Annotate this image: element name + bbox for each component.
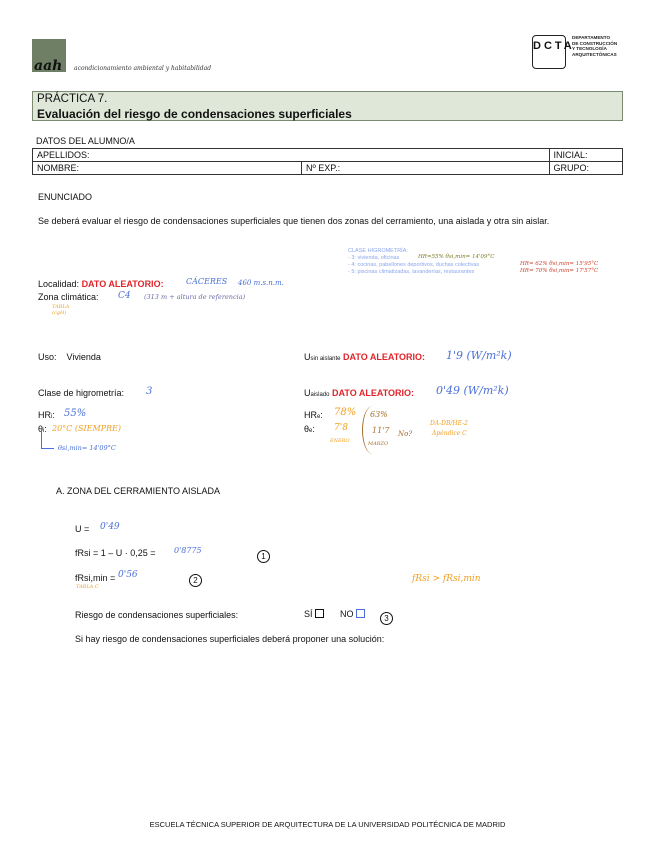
grupo-field[interactable]: GRUPO: [549,162,622,175]
frsimin-label: fRsi,min = [75,573,116,583]
circle-3 [380,608,393,626]
si-option[interactable] [304,609,324,619]
hygrometry-notes [418,254,495,261]
localidad-row [38,279,164,289]
zona-tabla: TABLA (cgH) [52,304,70,316]
t-i-sub: i [43,428,45,434]
hygrometry-note: HR=55% θsi,min= 14'09°C [418,254,495,260]
dept-name [572,35,632,57]
t-exterior-value: 7'8 [334,423,348,433]
exterior-enero: ENERO [330,438,350,444]
t-exterior-label: θe: [304,424,315,434]
hr-interior-label: HRi: [38,410,55,420]
hr-interior-value: 55% [64,408,87,419]
u-ais-sub: aislado [310,392,330,398]
zona-note: (313 m + altura de referencia) [144,293,246,301]
frsi-value: 0'8775 [174,546,202,555]
no-label: NO [340,609,354,619]
inicial-field[interactable]: INICIAL: [549,149,622,162]
frsimin-tabla: TABLA C [76,584,99,590]
circle-1 [257,546,270,564]
logo-subtitle: acondicionamiento ambiental y habitabilidad [74,65,212,72]
t-si-min: θsi,min= 14'09°C [58,444,116,452]
alt-hr: 63% [370,410,388,419]
zona-value: C4 [118,291,131,301]
u-sin-value: 1'9 (W/m²k) [446,349,512,362]
si-checkbox[interactable] [315,609,324,618]
alt-marzo: MARZO [368,441,389,447]
t-i-label: θ [38,424,44,434]
nexp-field[interactable]: Nº EXP.: [302,162,550,175]
student-form [32,148,623,175]
hr-i-label: HR [38,410,51,420]
u-value: 0'49 [100,522,120,532]
hr-e-sub: e [317,414,321,420]
u-sin-random: DATO ALEATORIO: [343,352,426,362]
db-he: DA-DB/HE-2 [430,420,468,427]
localidad-random: DATO ALEATORIO: [81,279,164,289]
riesgo-label: Riesgo de condensaciones superficiales: [75,610,239,620]
hr-exterior-value: 78% [334,407,357,418]
localidad-value: CÁCERES [186,277,228,286]
t-e-sub: e [309,428,313,434]
uso-label: Uso: [38,352,57,362]
nombre-field[interactable]: NOMBRE: [33,162,302,175]
enunciado-heading: ENUNCIADO [38,192,93,202]
logo-text: aah [34,58,63,74]
hygrometry-heading: CLASE HIGROMETRÍA: [348,248,408,254]
hygrometry-line: - 4: cocinas, pabellones deportivos, duchas colectivas [348,262,480,268]
u-ais-value: 0'49 (W/m²k) [436,384,509,397]
si-label: SÍ [304,609,313,619]
hygrometry-note: HR= 70% θsi,min= 17'57°C [520,268,599,274]
dept-name-line: DE CONSTRUCCIÓN [572,40,618,46]
compare-note: fRsi > fRsi,min [412,574,481,584]
uso-value: Vivienda [66,352,101,362]
title-band [32,91,623,121]
zona-label: Zona climática: [38,292,99,302]
higrometria-value: 3 [146,386,153,397]
u-ais-label: U [304,388,311,398]
footer: ESCUELA TÉCNICA SUPERIOR DE ARQUITECTURA DE LA UNIVERSIDAD POLITÉCNICA DE MADRID [149,820,506,829]
t-e-label: θ [304,424,310,434]
localidad-altitude: 460 m.s.n.m. [238,279,284,287]
solucion-text: Si hay riesgo de condensaciones superficiales deberá proponer una solución: [75,634,385,644]
hygrometry-line: - 3: vivienda, oficinas [348,255,400,261]
dept-name-line: Y TECNOLOGÍA [572,46,607,51]
enunciado-text: Se deberá evaluar el riesgo de condensaciones superficiales que tienen dos zonas del cerramiento, una aislada y otra sin aislar. [38,216,550,226]
circle-2 [189,570,202,588]
localidad-label: Localidad: [38,279,80,289]
uso-row [38,352,101,362]
t-interior-value: 20°C (SIEMPRE) [52,424,122,433]
frsimin-value: 0'56 [118,570,138,580]
hr-exterior-label: HRe: [304,410,323,420]
hygrometry-notes-2 [520,261,598,275]
u-sin-label: U [304,352,311,362]
circle-1-num: 1 [257,550,270,563]
dept-name-line: DEPARTAMENTO [572,35,611,40]
zone-a-heading: A. ZONA DEL CERRAMIENTO AISLADA [56,486,221,496]
t-interior-label: θi: [38,424,47,434]
hygrometry-legend [348,248,548,276]
no-option[interactable] [340,609,365,619]
u-ais-row [304,388,414,398]
arrow-line [41,428,54,449]
dept-name-line: ARQUITECTÓNICAS [572,51,617,57]
u-sin-row [304,352,425,362]
apendice: Apéndice C [432,430,467,437]
frsi-label: fRsi = 1 – U · 0,25 = [75,548,156,558]
dept-logo-text: DCTA [533,40,575,52]
hr-i-sub: i [51,414,53,420]
no-checkbox[interactable] [356,609,365,618]
alt-no: No? [398,430,413,438]
dept-logo [532,35,575,69]
hr-e-label: HR [304,410,317,420]
student-heading: DATOS DEL ALUMNO/A [36,136,135,146]
circle-3-num: 3 [380,612,393,625]
hygrometry-note: HR= 62% θsi,min= 15'95°C [520,261,599,267]
alt-t: 11'7 [372,426,390,435]
hygrometry-line: - 5: piscinas climatizadas, lavanderías, restaurantes [348,269,475,275]
higrometria-label: Clase de higrometría: [38,388,125,398]
apellidos-field[interactable]: APELLIDOS: [33,149,550,162]
practice-number: PRÁCTICA 7. [37,93,108,105]
u-sin-sub: sin aislante [310,356,341,362]
practice-title: Evaluación del riesgo de condensaciones superficiales [37,107,352,121]
circle-2-num: 2 [189,574,202,587]
u-ais-random: DATO ALEATORIO: [332,388,415,398]
u-label: U = [75,524,90,534]
